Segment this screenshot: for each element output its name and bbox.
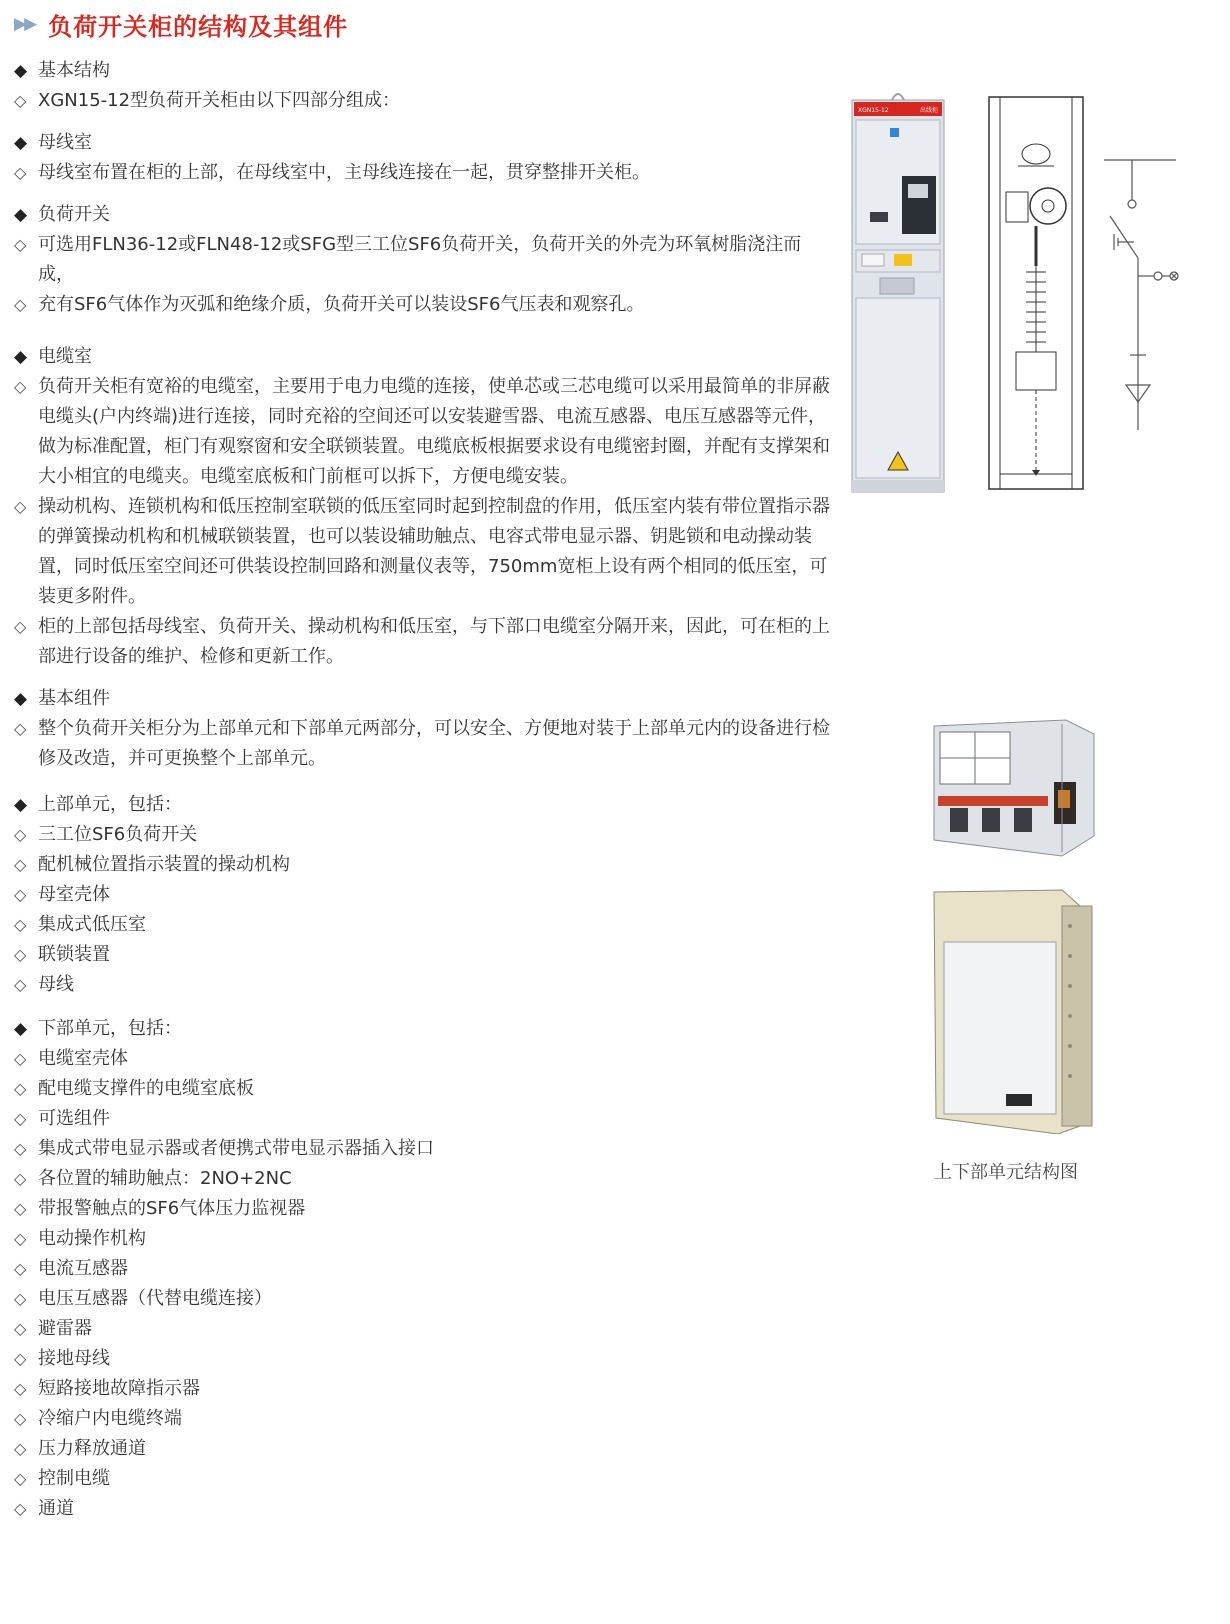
hollow-diamond-icon: ◇ bbox=[14, 1049, 27, 1068]
double-arrow-icon: ▶▶ bbox=[14, 14, 35, 34]
hollow-diamond-icon: ◇ bbox=[14, 1379, 27, 1398]
list-item: 整个负荷开关柜分为上部单元和下部单元两部分，可以安全、方便地对装于上部单元内的设备进行检修及改造，并可更换整个上部单元。 bbox=[38, 718, 830, 769]
hollow-diamond-icon: ◇ bbox=[14, 915, 27, 934]
hollow-diamond-icon: ◇ bbox=[14, 163, 27, 182]
list-item: 短路接地故障指示器 bbox=[38, 1378, 200, 1399]
section-load-switch bbox=[14, 200, 834, 320]
hollow-diamond-icon: ◇ bbox=[14, 825, 27, 844]
list-item: 避雷器 bbox=[38, 1318, 92, 1339]
upper-unit-photo bbox=[930, 712, 1098, 860]
cabinet-label-left: XGN15-12 bbox=[858, 107, 889, 114]
list-item: 集成式带电显示器或者便携式带电显示器插入接口 bbox=[38, 1138, 434, 1159]
hollow-diamond-icon: ◇ bbox=[14, 1139, 27, 1158]
cabinet-photo bbox=[850, 84, 950, 496]
hollow-diamond-icon: ◇ bbox=[14, 1499, 27, 1518]
list-item: 电压互感器（代替电缆连接） bbox=[38, 1288, 272, 1309]
list-item: 操动机构、连锁机构和低压控制室联锁的低压室同时起到控制盘的作用，低压室内装有带位置指示器的弹簧操动机构和机械联锁装置，也可以装设辅助触点、电容式带电显示器、钥匙锁和电动操动装置，同时低压室空间还可供装设控制回路和测量仪表等，750mm宽柜上设有两个相同的低压室，可装更多附件。 bbox=[38, 496, 830, 607]
section-lower-unit bbox=[14, 1014, 834, 1524]
cabinet-label-right: 出线柜 bbox=[920, 107, 939, 114]
list-item: 冷缩户内电缆终端 bbox=[38, 1408, 182, 1429]
hollow-diamond-icon: ◇ bbox=[14, 91, 27, 110]
hollow-diamond-icon: ◇ bbox=[14, 1079, 27, 1098]
hollow-diamond-icon: ◇ bbox=[14, 1469, 27, 1488]
hollow-diamond-icon: ◇ bbox=[14, 885, 27, 904]
hollow-diamond-icon: ◇ bbox=[14, 1259, 27, 1278]
section-busbar-room bbox=[14, 128, 834, 188]
hollow-diamond-icon: ◇ bbox=[14, 1409, 27, 1428]
list-item: XGN15-12型负荷开关柜由以下四部分组成： bbox=[38, 90, 401, 111]
hollow-diamond-icon: ◇ bbox=[14, 945, 27, 964]
title-text: 负荷开关柜的结构及其组件 bbox=[48, 12, 349, 41]
list-item: 各位置的辅助触点：2NO+2NC bbox=[38, 1168, 292, 1189]
filled-diamond-icon: ◆ bbox=[14, 205, 28, 225]
list-item: 接地母线 bbox=[38, 1348, 110, 1369]
filled-diamond-icon: ◆ bbox=[14, 795, 28, 815]
list-item: 电缆室壳体 bbox=[38, 1048, 128, 1069]
page-title bbox=[14, 6, 348, 42]
section-heading: 上部单元，包括： bbox=[38, 794, 182, 815]
filled-diamond-icon: ◆ bbox=[14, 1019, 28, 1039]
section-cable-room bbox=[14, 342, 834, 672]
hollow-diamond-icon: ◇ bbox=[14, 855, 27, 874]
filled-diamond-icon: ◆ bbox=[14, 347, 28, 367]
filled-diamond-icon: ◆ bbox=[14, 61, 28, 81]
section-heading: 母线室 bbox=[38, 132, 92, 153]
filled-diamond-icon: ◆ bbox=[14, 133, 28, 153]
section-heading: 负荷开关 bbox=[38, 204, 110, 225]
figure-caption: 上下部单元结构图 bbox=[934, 1162, 1078, 1183]
list-item: 可选用FLN36-12或FLN48-12或SFG型三工位SF6负荷开关，负荷开关的外壳为环氧树脂浇注而成， bbox=[38, 234, 802, 285]
hollow-diamond-icon: ◇ bbox=[14, 1289, 27, 1308]
hollow-diamond-icon: ◇ bbox=[14, 1439, 27, 1458]
cabinet-section-drawing bbox=[988, 96, 1084, 492]
hollow-diamond-icon: ◇ bbox=[14, 295, 27, 314]
hollow-diamond-icon: ◇ bbox=[14, 377, 27, 396]
list-item: 可选组件 bbox=[38, 1108, 110, 1129]
list-item: 联锁装置 bbox=[38, 944, 110, 965]
list-item: 配电缆支撑件的电缆室底板 bbox=[38, 1078, 254, 1099]
list-item: 母室壳体 bbox=[38, 884, 110, 905]
section-heading: 基本结构 bbox=[38, 60, 110, 81]
lower-unit-photo bbox=[930, 886, 1098, 1134]
hollow-diamond-icon: ◇ bbox=[14, 1319, 27, 1338]
hollow-diamond-icon: ◇ bbox=[14, 719, 27, 738]
list-item: 母线室布置在柜的上部，在母线室中，主母线连接在一起，贯穿整排开关柜。 bbox=[38, 162, 650, 183]
section-basic-components bbox=[14, 684, 834, 774]
filled-diamond-icon: ◆ bbox=[14, 689, 28, 709]
list-item: 控制电缆 bbox=[38, 1468, 110, 1489]
list-item: 压力释放通道 bbox=[38, 1438, 146, 1459]
section-heading: 下部单元，包括： bbox=[38, 1018, 182, 1039]
hollow-diamond-icon: ◇ bbox=[14, 1109, 27, 1128]
hollow-diamond-icon: ◇ bbox=[14, 497, 27, 516]
content-column bbox=[14, 56, 834, 1536]
list-item: 母线 bbox=[38, 974, 74, 995]
hollow-diamond-icon: ◇ bbox=[14, 1169, 27, 1188]
hollow-diamond-icon: ◇ bbox=[14, 1199, 27, 1218]
list-item: 三工位SF6负荷开关 bbox=[38, 824, 198, 845]
section-heading: 电缆室 bbox=[38, 346, 92, 367]
list-item: 集成式低压室 bbox=[38, 914, 146, 935]
hollow-diamond-icon: ◇ bbox=[14, 1229, 27, 1248]
list-item: 配机械位置指示装置的操动机构 bbox=[38, 854, 290, 875]
list-item: 负荷开关柜有宽裕的电缆室，主要用于电力电缆的连接，使单芯或三芯电缆可以采用最简单的非屏蔽电缆头(户内终端)进行连接，同时充裕的空间还可以安装避雪器、电流互感器、电压互感器等元件，做为标准配置，柜门有观察窗和安全联锁装置。电缆底板根据要求设有电缆密封圈，并配有支撑架和大小相宜的电缆夹。电缆室底板和门前框可以拆下，方便电缆安装。 bbox=[38, 376, 830, 487]
single-line-schematic bbox=[1100, 150, 1210, 440]
list-item: 电流互感器 bbox=[38, 1258, 128, 1279]
hollow-diamond-icon: ◇ bbox=[14, 617, 27, 636]
list-item: 柜的上部包括母线室、负荷开关、操动机构和低压室，与下部口电缆室分隔开来，因此，可在柜的上部进行设备的维护、检修和更新工作。 bbox=[38, 616, 830, 667]
hollow-diamond-icon: ◇ bbox=[14, 235, 27, 254]
list-item: 带报警触点的SF6气体压力监视器 bbox=[38, 1198, 306, 1219]
list-item: 电动操作机构 bbox=[38, 1228, 146, 1249]
section-basic-structure bbox=[14, 56, 834, 116]
hollow-diamond-icon: ◇ bbox=[14, 1349, 27, 1368]
section-upper-unit bbox=[14, 790, 834, 1000]
list-item: 通道 bbox=[38, 1498, 74, 1519]
list-item: 充有SF6气体作为灭弧和绝缘介质，负荷开关可以装设SF6气压表和观察孔。 bbox=[38, 294, 645, 315]
section-heading: 基本组件 bbox=[38, 688, 110, 709]
hollow-diamond-icon: ◇ bbox=[14, 975, 27, 994]
